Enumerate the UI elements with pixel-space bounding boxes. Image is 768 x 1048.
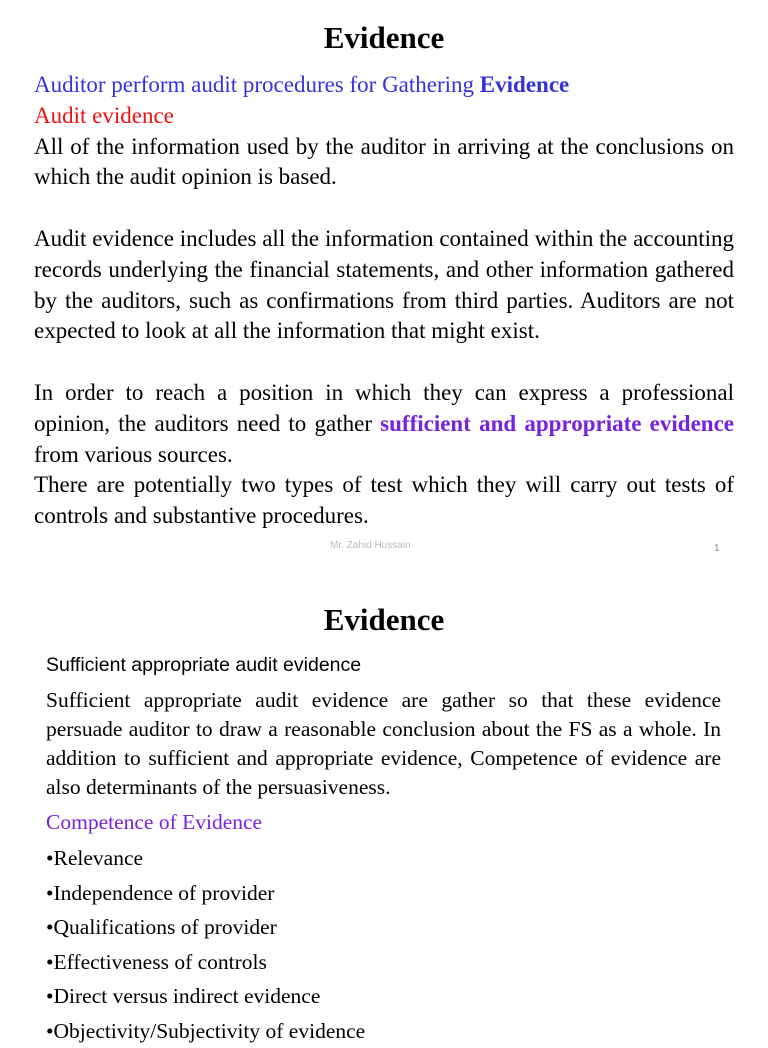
- page-number: 1: [714, 543, 720, 554]
- definition-paragraph: All of the information used by the auditor in arriving at the conclusions on which the audit opinion is based.: [34, 132, 734, 194]
- competence-heading: Competence of Evidence: [46, 808, 721, 837]
- list-item: •Direct versus indirect evidence: [46, 979, 721, 1014]
- slide-1-title: Evidence: [0, 0, 768, 58]
- list-item: •Qualifications of provider: [46, 910, 721, 945]
- list-item: •Objectivity/Subjectivity of evidence: [46, 1014, 721, 1048]
- intro-bold: Evidence: [480, 72, 569, 97]
- slide-footer: Mr. Zahid Hussain: [330, 540, 411, 551]
- para3-highlight: sufficient and appropriate evidence: [380, 411, 734, 436]
- audit-evidence-heading: Audit evidence: [34, 101, 734, 132]
- slide-2: [0, 580, 768, 1024]
- competence-list: [46, 841, 721, 1048]
- slide-2-body: [46, 652, 721, 1048]
- intro-text: Auditor perform audit procedures for Gathering: [34, 72, 480, 97]
- para3-start: In order to reach a position in which they can express a professional opinion, the auditors need to gather: [34, 380, 734, 436]
- paragraph-2: Audit evidence includes all the information contained within the accounting records underlying the financial statements, and other information gathered by the auditors, such as confirmations from third parties. Auditors are not expected to look at all the information that might exist.: [34, 224, 734, 347]
- paragraph-3: [34, 378, 734, 470]
- intro-line: [34, 70, 734, 101]
- para3-end: from various sources.: [34, 442, 233, 467]
- list-item: •Effectiveness of controls: [46, 945, 721, 980]
- slide-2-title: Evidence: [0, 580, 768, 640]
- slide-1-body: [34, 70, 734, 532]
- paragraph-4: There are potentially two types of test which they will carry out tests of controls and substantive procedures.: [34, 470, 734, 532]
- slide-2-paragraph: Sufficient appropriate audit evidence are gather so that these evidence persuade auditor to draw a reasonable conclusion about the FS as a whole. In addition to sufficient and appropriate evidence, Competence of evidence are also determinants of the persuasiveness.: [46, 686, 721, 802]
- list-item: •Independence of provider: [46, 876, 721, 911]
- list-item: •Relevance: [46, 841, 721, 876]
- sufficient-evidence-heading: Sufficient appropriate audit evidence: [46, 652, 721, 678]
